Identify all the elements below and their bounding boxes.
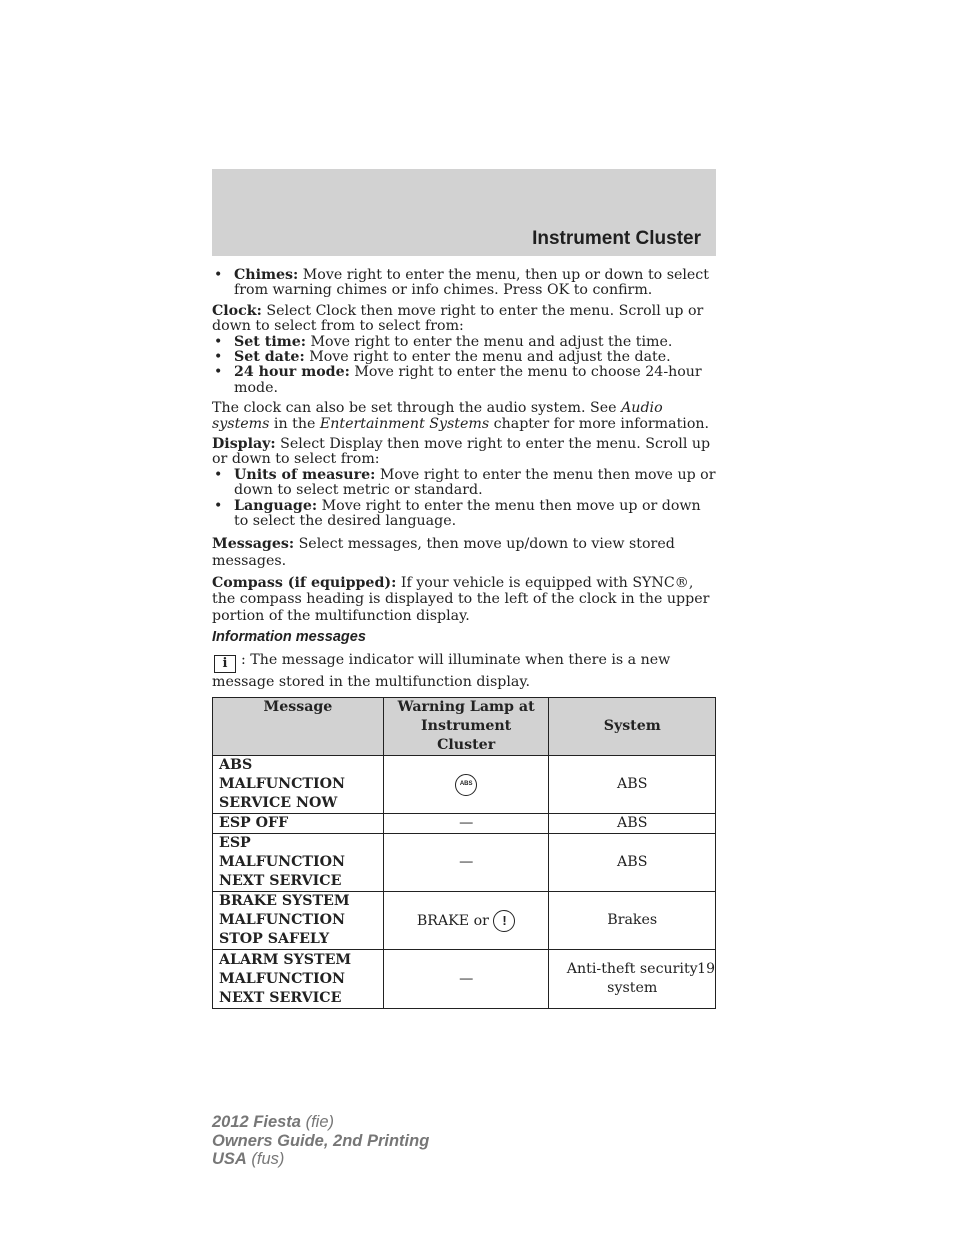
lamp-cell: — (383, 950, 549, 1009)
message-cell: ABS MALFUNCTION SERVICE NOW (213, 756, 384, 814)
column-header: System (549, 698, 716, 756)
column-header: Message (213, 698, 384, 756)
message-cell: ALARM SYSTEM MALFUNCTION NEXT SERVICE (213, 950, 384, 1009)
brake-warning-icon: ! (493, 910, 515, 932)
clock-bullet-list (212, 335, 718, 397)
page-number: 19 (697, 961, 715, 977)
message-cell: ESP OFF (213, 814, 384, 834)
display-bullet-list (212, 468, 718, 530)
lamp-cell: — (383, 814, 549, 834)
display-paragraph: Display: Select Display then move right to enter the menu. Scroll up or down to select from: (212, 436, 711, 468)
chapter-title: Instrument Cluster (532, 228, 701, 249)
abs-icon: ABS (455, 774, 477, 796)
system-cell: Brakes (549, 892, 716, 950)
table-row (213, 756, 716, 814)
table-row (213, 814, 716, 834)
footer-line: Owners Guide, 2nd Printing (212, 1131, 430, 1150)
system-cell: ABS (549, 756, 716, 814)
footer-line: 2012 Fiesta (fie) (212, 1113, 334, 1131)
system-cell: ABS (549, 834, 716, 892)
footer-line: USA (fus) (212, 1150, 285, 1168)
table-header-row (213, 698, 716, 756)
message-cell: BRAKE SYSTEM MALFUNCTION STOP SAFELY (213, 892, 384, 950)
table-row (213, 892, 716, 950)
list-item: • Chimes: Move right to enter the menu, then up or down to select from warning chimes or info chimes. Press OK to confirm. (212, 268, 718, 299)
list-item: • Language: Move right to enter the menu then move up or down to select the desired language. (212, 499, 718, 530)
messages-table (212, 697, 716, 1009)
table-row (213, 950, 716, 1009)
list-item: • Units of measure: Move right to enter the menu then move up or down to select metric or standard. (212, 468, 718, 499)
system-cell: Anti-theft security system (549, 950, 716, 1009)
message-cell: ESP MALFUNCTION NEXT SERVICE (213, 834, 384, 892)
chapter-header (212, 169, 716, 256)
document-footer (212, 1113, 429, 1169)
section-heading: Information messages (212, 629, 366, 645)
info-icon: i (214, 655, 236, 673)
lamp-cell: — (383, 834, 549, 892)
list-item: • Set date: Move right to enter the menu and adjust the date. (212, 350, 718, 365)
list-item: • 24 hour mode: Move right to enter the menu to choose 24-hour mode. (212, 365, 718, 396)
system-cell: ABS (549, 814, 716, 834)
info-paragraph: i : The message indicator will illuminate when there is a new message stored in the multifunction display. (212, 652, 671, 691)
table-row (213, 834, 716, 892)
column-header: Warning Lamp at Instrument Cluster (383, 698, 549, 756)
page-content (212, 268, 718, 691)
lamp-cell (383, 756, 549, 814)
compass-paragraph: Compass (if equipped): If your vehicle is equipped with SYNC®, the compass heading is displayed to the left of the clock in the upper portion of the multifunction display. (212, 574, 710, 624)
intro-bullet-list (212, 268, 718, 299)
list-item: • Set time: Move right to enter the menu and adjust the time. (212, 335, 718, 350)
lamp-cell: BRAKE or ! (383, 892, 549, 950)
clock-note: The clock can also be set through the audio system. See Audio systems in the Entertainment Systems chapter for more information. (212, 400, 710, 432)
clock-paragraph: Clock: Select Clock then move right to enter the menu. Scroll up or down to select from to select from: (212, 302, 704, 335)
messages-paragraph: Messages: Select messages, then move up/down to view stored messages. (212, 535, 675, 569)
